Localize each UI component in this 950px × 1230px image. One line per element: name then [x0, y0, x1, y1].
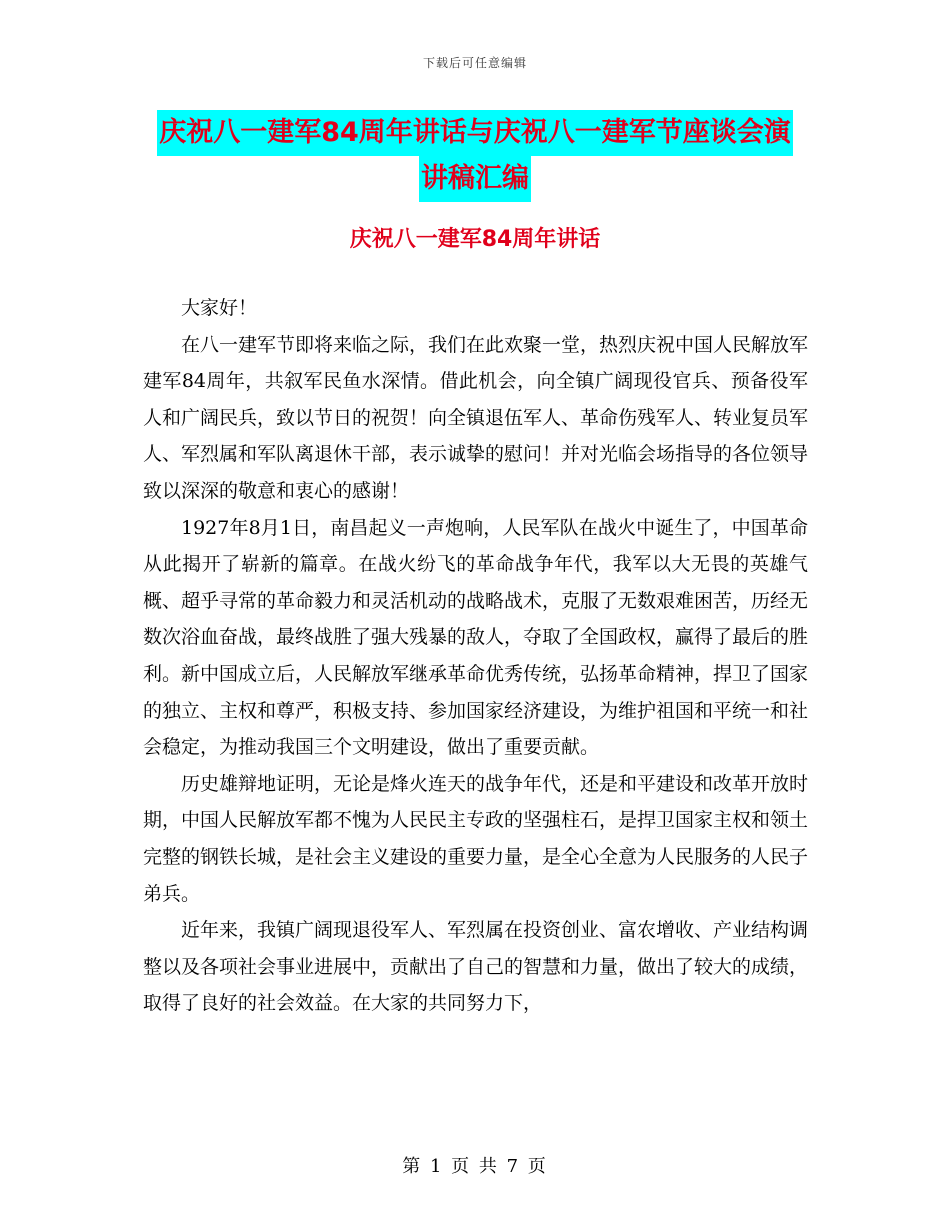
body-text [143, 290, 808, 1022]
section-title: 庆祝八一建军84周年讲话 [349, 227, 601, 252]
paragraph: 历史雄辩地证明，无论是烽火连天的战争年代，还是和平建设和改革开放时期，中国人民解放军都不愧为人民民主专政的坚强柱石，是捍卫国家主权和领土完整的钢铁长城，是社会主义建设的重要力量，是全心全意为人民服务的人民子弟兵。 [143, 772, 809, 905]
header-note: 下载后可任意编辑 [422, 56, 527, 70]
paragraph: 1927年8月1日，南昌起义一声炮响，人民军队在战火中诞生了，中国革命从此揭开了崭新的篇章。在战火纷飞的革命战争年代，我军以大无畏的英雄气概、超乎寻常的革命毅力和灵活机动的战略战术，克服了无数艰难困苦，历经无数次浴血奋战，最终战胜了强大残暴的敌人，夺取了全国政权，赢得了最后的胜利。新中国成立后，人民解放军继承革命优秀传统，弘扬革命精神，捍卫了国家的独立、主权和尊严，积极支持、参加国家经济建设，为维护祖国和平统一和社会稳定，为推动我国三个文明建设，做出了重要贡献。 [143, 516, 809, 759]
document-title [140, 110, 810, 202]
paragraph: 近年来，我镇广阔现退役军人、军烈属在投资创业、富农增收、产业结构调整以及各项社会事业进展中，贡献出了自己的智慧和力量，做出了较大的成绩，取得了良好的社会效益。在大家的共同努力下， [143, 919, 809, 1015]
document-title-line-2: 讲稿汇编 [419, 156, 531, 202]
paragraph: 在八一建军节即将来临之际，我们在此欢聚一堂，热烈庆祝中国人民解放军建军84周年，共叙军民鱼水深情。借此机会，向全镇广阔现役官兵、预备役军人和广阔民兵，致以节日的祝贺！向全镇退伍军人、革命伤残军人、转业复员军人、军烈属和军队离退休干部，表示诚挚的慰问！并对光临会场指导的各位领导致以深深的敬意和衷心的感谢！ [143, 333, 809, 502]
document-title-line-1: 庆祝八一建军84周年讲话与庆祝八一建军节座谈会演 [157, 110, 793, 156]
page-footer: 第 1 页 共 7 页 [402, 1156, 548, 1177]
paragraph-greeting: 大家好！ [181, 297, 258, 319]
